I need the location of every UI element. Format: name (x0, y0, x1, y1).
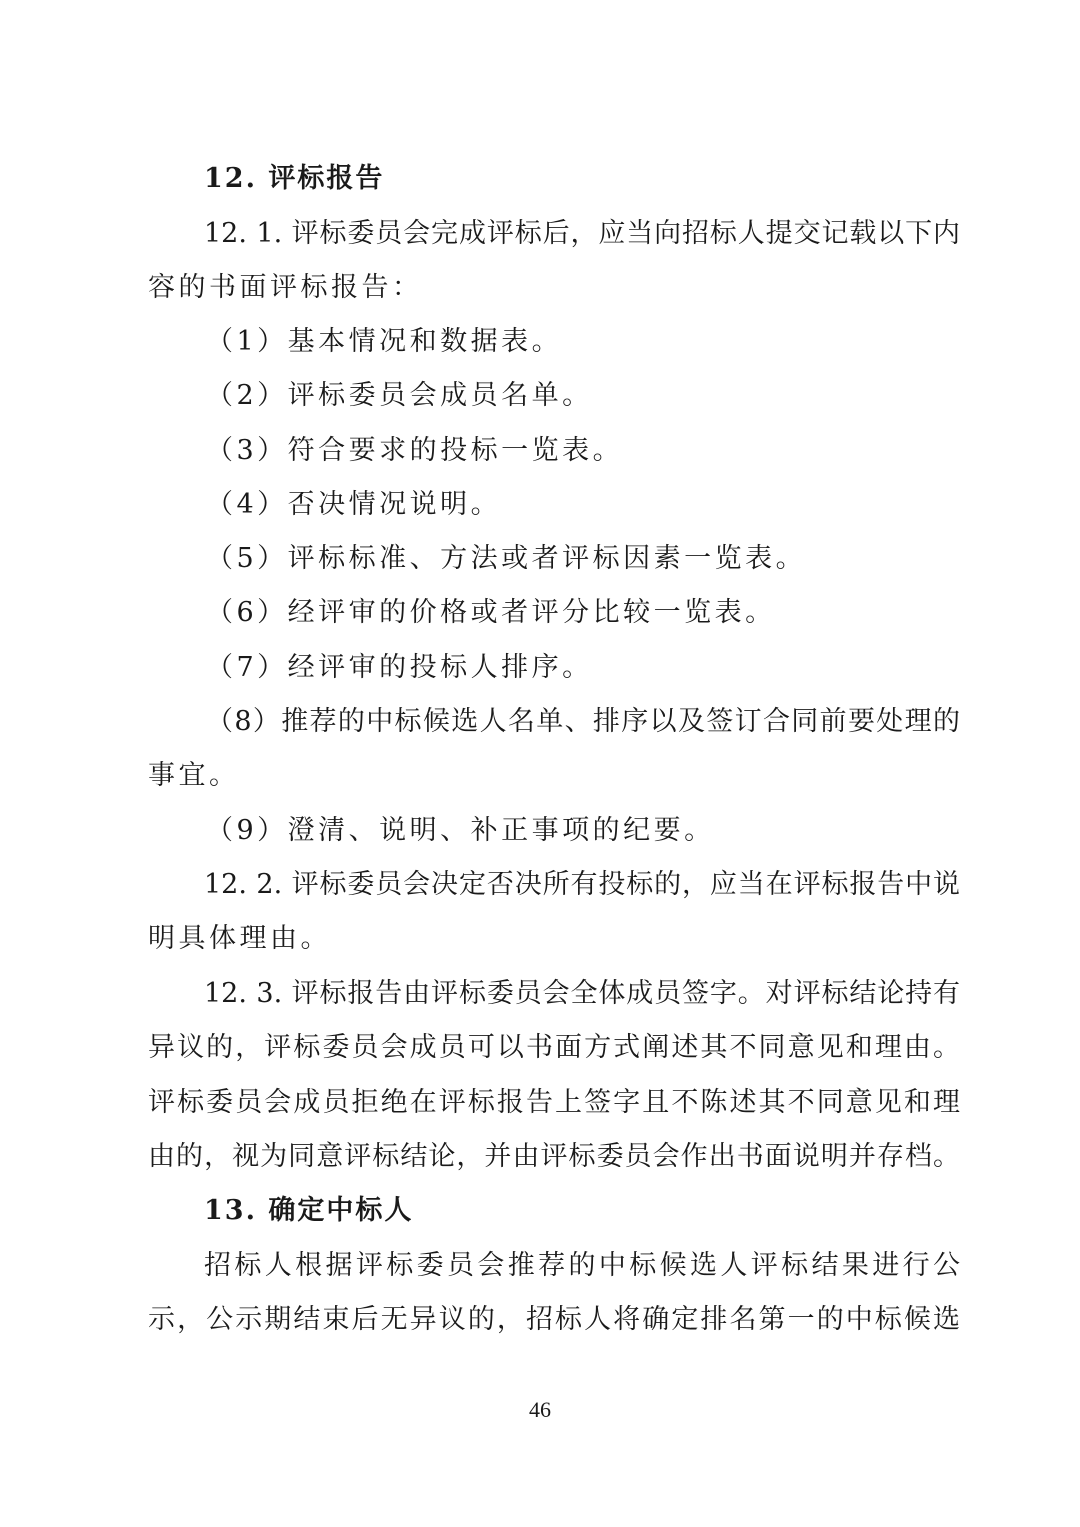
section-heading-13: 13. 确定中标人 (204, 1195, 414, 1226)
paragraph-line: 12. 1. 评标委员会完成评标后，应当向招标人提交记载以下内 (204, 218, 960, 249)
list-item: （6）经评审的价格或者评分比较一览表。 (206, 597, 776, 628)
list-item: （4）否决情况说明。 (206, 489, 502, 520)
list-item: （7）经评审的投标人排序。 (206, 652, 593, 683)
paragraph-line: 评标委员会成员拒绝在评标报告上签字且不陈述其不同意见和理 (148, 1087, 960, 1118)
paragraph-line: 容的书面评标报告： (148, 272, 423, 303)
list-item: （9）澄清、说明、补正事项的纪要。 (206, 815, 715, 846)
list-item: （1）基本情况和数据表。 (206, 326, 563, 357)
list-item: （5）评标标准、方法或者评标因素一览表。 (206, 543, 807, 574)
paragraph-line: 异议的，评标委员会成员可以书面方式阐述其不同意见和理由。 (148, 1032, 960, 1063)
paragraph-line: 招标人根据评标委员会推荐的中标候选人评标结果进行公 (204, 1250, 960, 1281)
list-item-continuation: 事宜。 (148, 760, 240, 791)
paragraph-line: 12. 2. 评标委员会决定否决所有投标的，应当在评标报告中说 (204, 869, 960, 900)
paragraph-line: 由的，视为同意评标结论，并由评标委员会作出书面说明并存档。 (148, 1141, 960, 1172)
list-item: （8）推荐的中标候选人名单、排序以及签订合同前要处理的 (206, 706, 960, 737)
paragraph-line: 示，公示期结束后无异议的，招标人将确定排名第一的中标候选 (148, 1304, 960, 1335)
paragraph-line: 明具体理由。 (148, 923, 331, 954)
page-number: 46 (529, 1397, 551, 1422)
section-heading-12: 12. 评标报告 (204, 163, 385, 194)
paragraph-line: 12. 3. 评标报告由评标委员会全体成员签字。对评标结论持有 (204, 978, 960, 1009)
list-item: （2）评标委员会成员名单。 (206, 380, 593, 411)
list-item: （3）符合要求的投标一览表。 (206, 435, 624, 466)
